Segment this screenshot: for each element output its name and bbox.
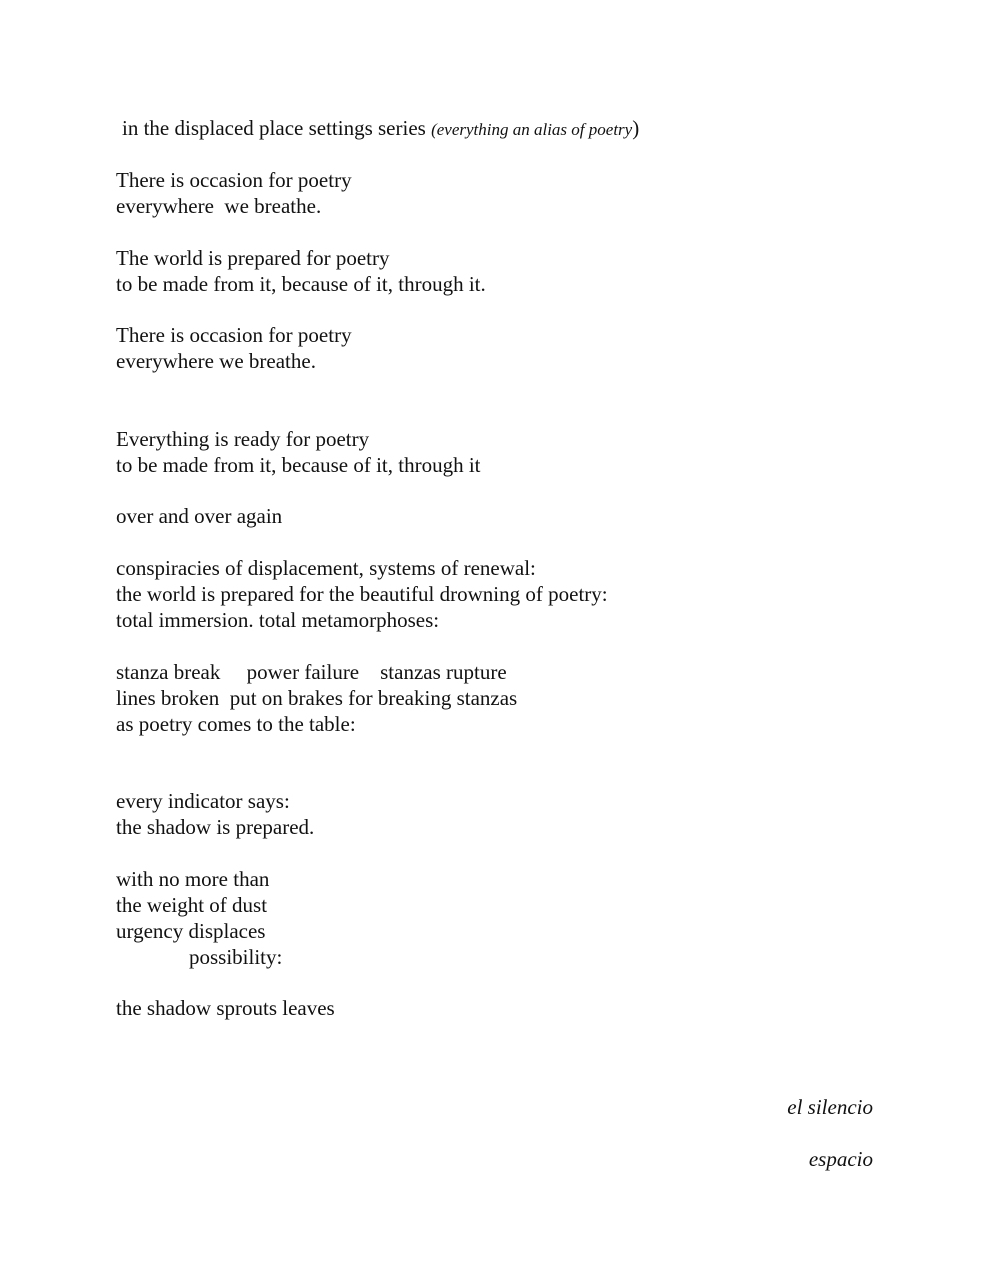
poem-line: the shadow sprouts leaves: [116, 996, 335, 1020]
poem-line: every indicator says:: [116, 789, 290, 813]
poem-line: Everything is ready for poetry: [116, 427, 370, 451]
poem-line: There is occasion for poetry: [116, 323, 352, 347]
poem-line: stanza break power failure stanzas rupture: [116, 660, 507, 684]
poem-line: as poetry comes to the table:: [116, 712, 356, 736]
poem-line: the weight of dust: [116, 893, 268, 917]
poem-line: everywhere we breathe.: [116, 194, 322, 218]
poem-line: over and over again: [116, 504, 283, 528]
poem-line: everywhere we breathe.: [116, 349, 316, 373]
poem-line: the world is prepared for the beautiful drowning of poetry:: [116, 582, 608, 606]
closing-line-espacio: espacio: [808, 1147, 873, 1171]
poem-title: [122, 115, 639, 143]
poem-line: lines broken put on brakes for breaking stanzas: [116, 686, 518, 710]
poem-line-indented: possibility:: [189, 945, 283, 969]
poem-line: to be made from it, because of it, through it: [116, 453, 481, 477]
poem-title-main: in the displaced place settings series: [122, 116, 432, 140]
poem-line: to be made from it, because of it, through it.: [116, 272, 486, 296]
poem-subtitle: (everything an alias of poetry: [431, 120, 633, 139]
poem-line: urgency displaces: [116, 919, 266, 943]
poem-line: conspiracies of displacement, systems of renewal:: [116, 556, 536, 580]
poem-line: total immersion. total metamorphoses:: [116, 608, 440, 632]
poem-title-close-paren: ): [632, 116, 640, 140]
poem-line: the shadow is prepared.: [116, 815, 315, 839]
poem-line: with no more than: [116, 867, 270, 891]
poem-line: The world is prepared for poetry: [116, 246, 390, 270]
poem-line: There is occasion for poetry: [116, 168, 352, 192]
closing-line-el-silencio: el silencio: [787, 1095, 873, 1119]
